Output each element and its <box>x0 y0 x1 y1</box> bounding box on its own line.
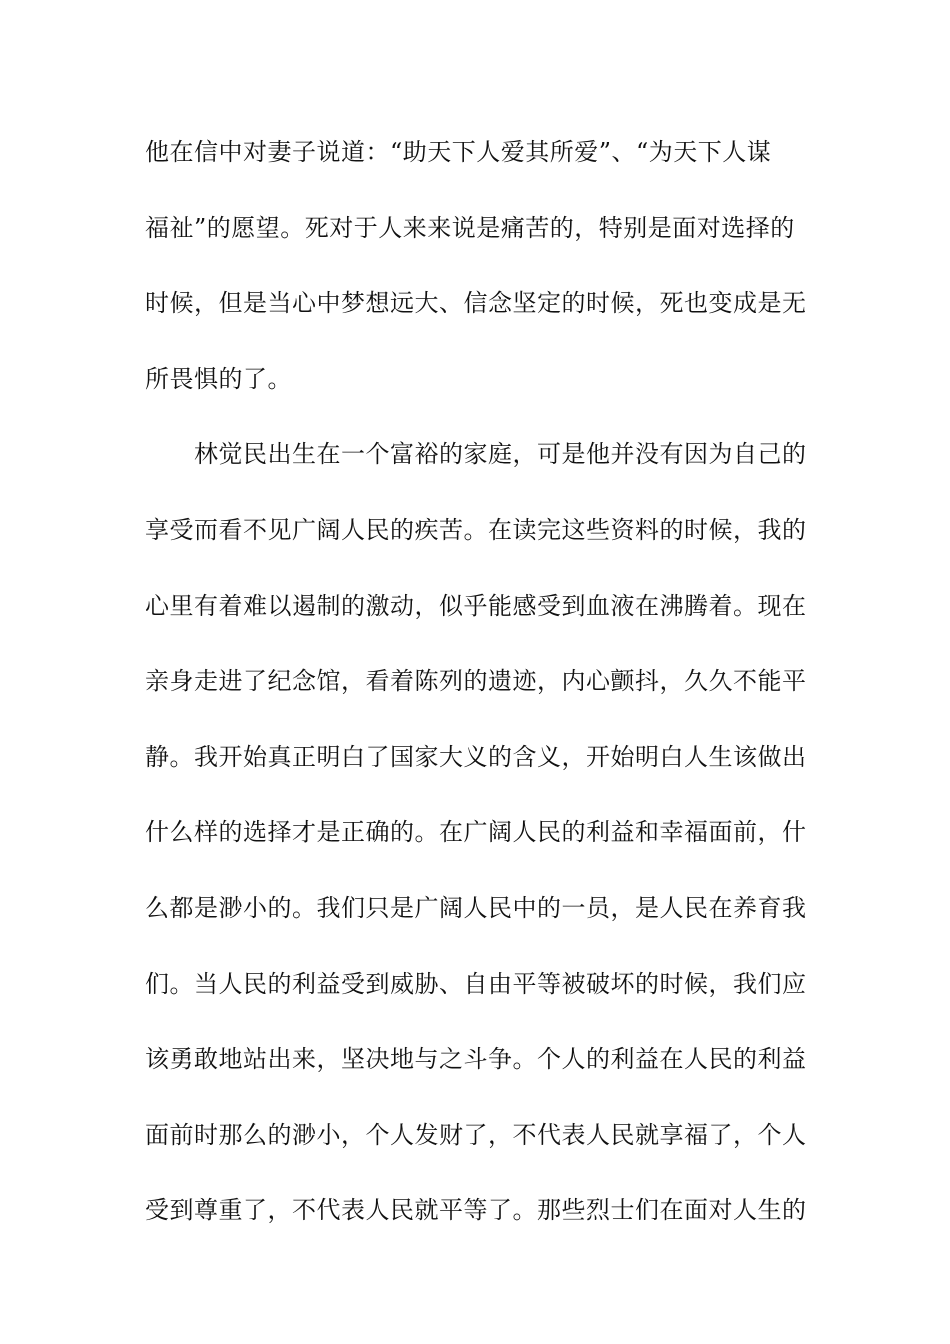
text-line: 所畏惧的了。 <box>145 364 292 393</box>
text-line: 他在信中对妻子说道：“助天下人爱其所爱”、“为天下人谋 <box>145 138 772 166</box>
text-line: 受到尊重了，不代表人民就平等了。那些烈士们在面对人生的 <box>145 1196 807 1225</box>
text-line: 该勇敢地站出来，坚决地与之斗争。个人的利益在人民的利益 <box>145 1045 807 1074</box>
text-line: 时候，但是当心中梦想远大、信念坚定的时候，死也变成是无 <box>145 289 807 318</box>
text-line: 什么样的选择才是正确的。在广阔人民的利益和幸福面前，什 <box>145 818 807 847</box>
text-line: 么都是渺小的。我们只是广阔人民中的一员，是人民在养育我 <box>145 893 807 922</box>
text-line: 面前时那么的渺小，个人发财了，不代表人民就享福了，个人 <box>145 1120 807 1149</box>
text-line: 们。当人民的利益受到威胁、自由平等被破坏的时候，我们应 <box>145 969 807 998</box>
text-line: 亲身走进了纪念馆，看着陈列的遗迹，内心颤抖，久久不能平 <box>145 667 807 696</box>
text-line: 心里有着难以遏制的激动，似乎能感受到血液在沸腾着。现在 <box>145 591 807 620</box>
text-line: 享受而看不见广阔人民的疾苦。在读完这些资料的时候，我的 <box>145 515 807 544</box>
text-line: 静。我开始真正明白了国家大义的含义，开始明白人生该做出 <box>145 742 807 771</box>
text-line: 福祉”的愿望。死对于人来来说是痛苦的，特别是面对选择的 <box>145 213 795 242</box>
body-text <box>145 132 810 1266</box>
text-line: 林觉民出生在一个富裕的家庭，可是他并没有因为自己的 <box>145 440 807 469</box>
